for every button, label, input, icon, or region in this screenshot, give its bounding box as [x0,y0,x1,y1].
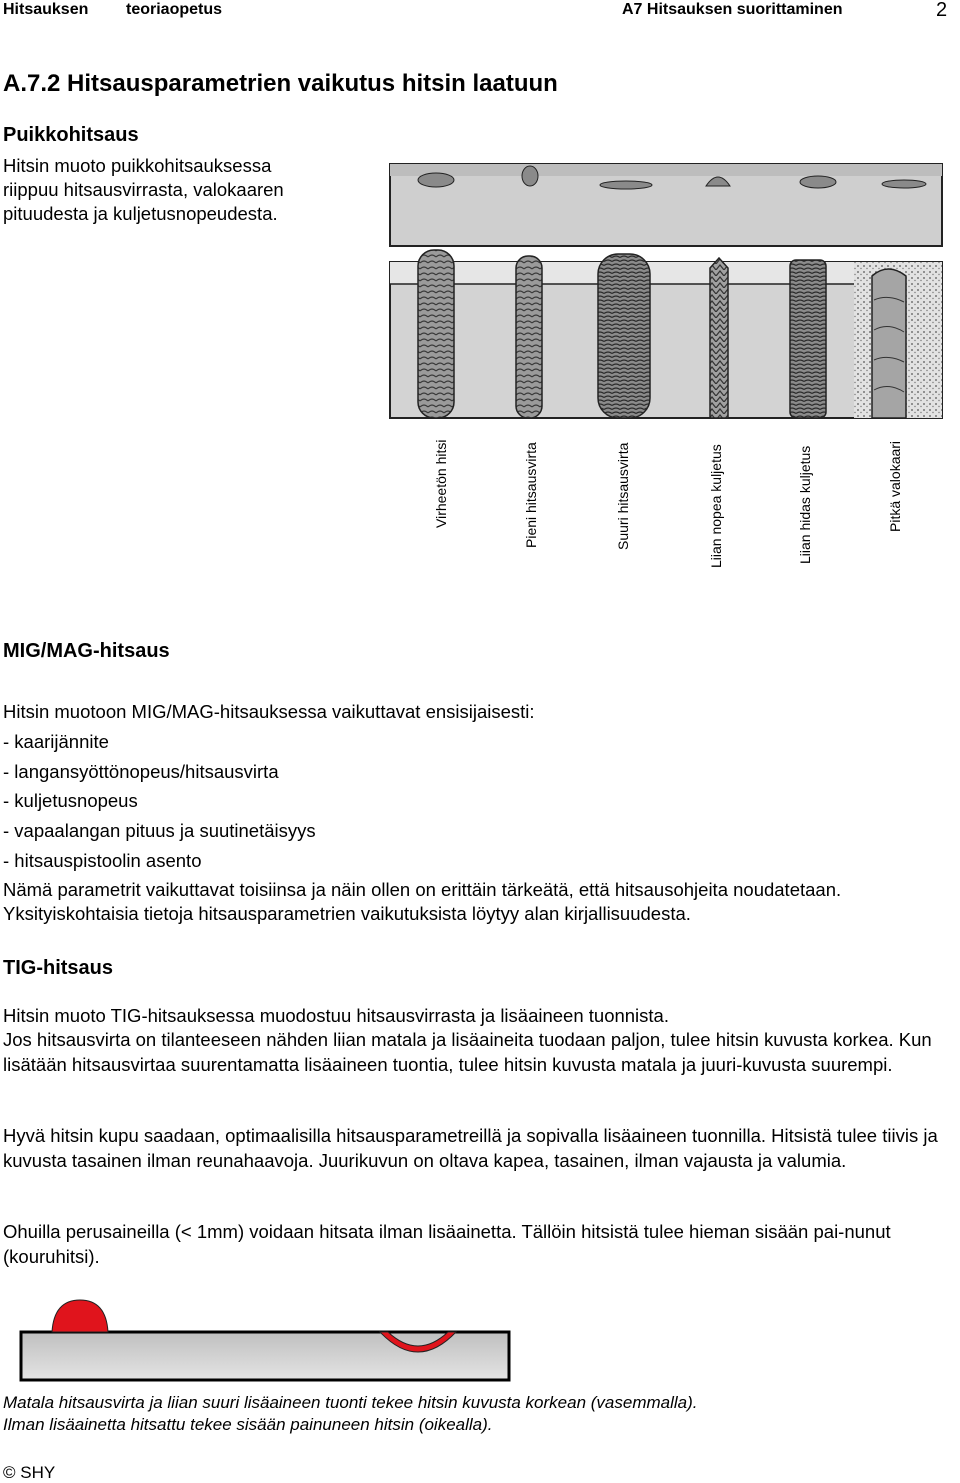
mig-item-2: - langansyöttönopeus/hitsausvirta [3,761,279,782]
tig-paragraph-1: Hitsin muoto TIG-hitsauksessa muodostuu hitsausvirrasta ja lisäaineen tuonnista. [3,1005,669,1026]
mig-note-2: Yksityiskohtaisia tietoja hitsausparametrien vaikutuksista löytyy alan kirjallisuudesta. [3,903,691,924]
header-right: A7 Hitsauksen suorittaminen [622,1,843,18]
header-left-2: teoriaopetus [126,1,223,18]
section-title: A.7.2 Hitsausparametrien vaikutus hitsin laatuun [3,70,558,97]
tig-paragraph-2: Jos hitsausvirta on tilanteeseen nähden liian matala ja lisäaineita tuodaan paljon, tulee hitsin kuvusta korkea. Kun lisätään hitsausvirtaa suurentamatta lisäaineen tuontia, tulee hitsin kuvusta matala ja juuri-kuvusta suurempi. [3,1029,932,1075]
label-virheeton: Virheetön hitsi [433,439,449,528]
mig-item-5: - hitsauspistoolin asento [3,850,202,871]
mig-item-3: - kuljetusnopeus [3,790,138,811]
mig-item-4: - vapaalangan pituus ja suutinetäisyys [3,820,316,841]
tig-paragraph-4: Ohuilla perusaineilla (< 1mm) voidaan hitsata ilman lisäainetta. Tällöin hitsistä tulee hieman sisään pai-nunut (kouruhitsi). [3,1221,891,1267]
stick-heading: Puikkohitsaus [3,124,139,146]
mig-note-1: Nämä parametrit vaikuttavat toisiinsa ja näin ollen on erittäin tärkeätä, että hitsausohjeita noudatetaan. [3,879,842,900]
tig-caption-2: Ilman lisäainetta hitsattu tekee sisään painuneen hitsin (oikealla). [3,1415,493,1434]
mig-intro: Hitsin muotoon MIG/MAG-hitsauksessa vaikuttavat ensisijaisesti: [3,701,535,722]
stick-weld-figure [388,150,952,570]
mig-item-1: - kaarijännite [3,731,109,752]
tig-weld-figure [18,1294,512,1382]
label-pitka-valokaari: Pitkä valokaari [887,440,903,532]
page-number: 2 [936,0,948,21]
stick-line-3: pituudesta ja kuljetusnopeudesta. [3,203,278,224]
footer-copyright: © SHY [3,1463,56,1482]
label-pieni-virta: Pieni hitsausvirta [523,442,539,548]
header-left-1: Hitsauksen [3,1,89,18]
tig-paragraph-3: Hyvä hitsin kupu saadaan, optimaalisilla hitsausparametreillä ja sopivalla lisäaineen tuonnilla. Hitsistä tulee tiivis ja kuvusta tasainen ilman reunahaavoja. Juurikuvun on oltava kapea, tasainen, ilman vajausta ja valumia. [3,1125,938,1171]
stick-line-1: Hitsin muoto puikkohitsauksessa [3,155,272,176]
label-suuri-virta: Suuri hitsausvirta [615,442,631,550]
tig-heading: TIG-hitsaus [3,957,114,979]
label-nopea-kuljetus: Liian nopea kuljetus [708,444,724,568]
label-hidas-kuljetus: Liian hidas kuljetus [797,445,813,564]
tig-caption-1: Matala hitsausvirta ja liian suuri lisäaineen tuonti tekee hitsin kuvusta korkean (vasemmalla). [3,1393,698,1412]
stick-line-2: riippuu hitsausvirrasta, valokaaren [3,179,284,200]
mig-heading: MIG/MAG-hitsaus [3,640,170,662]
